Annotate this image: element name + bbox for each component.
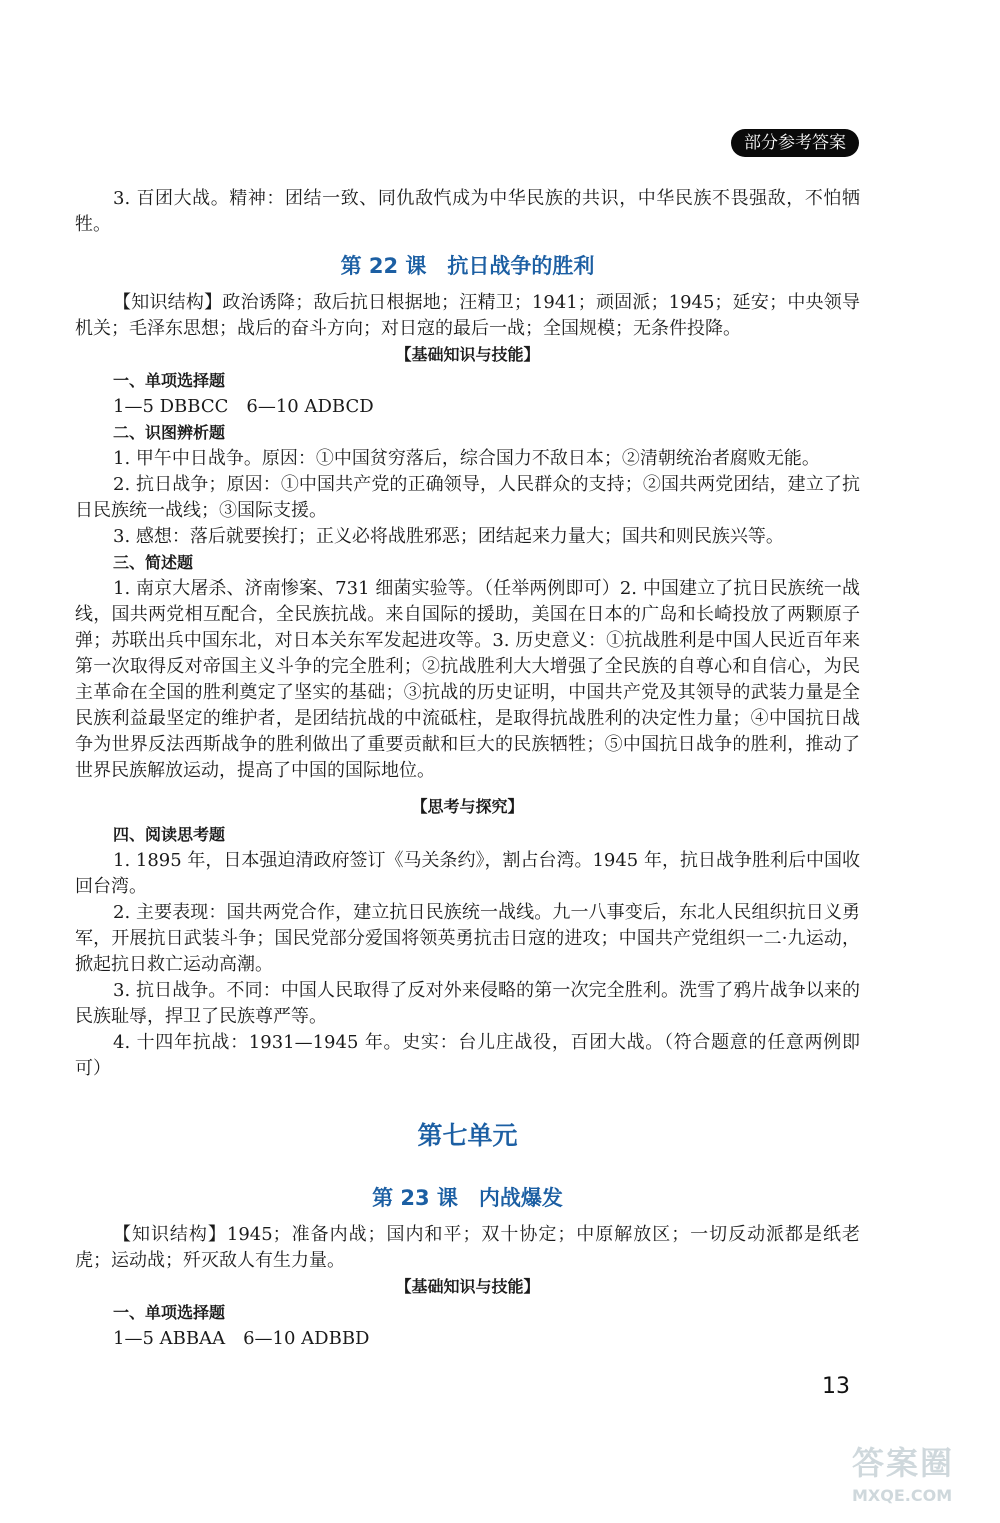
watermark-url: MXQE.COM <box>852 1486 953 1505</box>
lesson-22-q3-title: 三、简述题 <box>113 553 194 572</box>
lesson-22-structure: 【知识结构】政治诱降；敌后抗日根据地；汪精卫；1941；顽固派；1945；延安；中央领导机关；毛泽东思想；战后的奋斗方向；对日寇的最后一战；全国规模；无条件投降。 <box>75 292 860 339</box>
lesson-22-q2-answer-1: 1. 甲午中日战争。原因：①中国贫穷落后，综合国力不敌日本；②清朝统治者腐败无能。 <box>113 448 820 469</box>
lesson-22-q1-title: 一、单项选择题 <box>113 371 226 390</box>
answer-key-badge: 部分参考答案 <box>731 129 859 157</box>
lesson-22-q4-answer-4: 4. 十四年抗战：1931—1945 年。史实：台儿庄战役，百团大战。（符合题意的任意两例即可） <box>75 1032 860 1079</box>
intro-paragraph: 3. 百团大战。精神：团结一致、同仇敌忾成为中华民族的共识，中华民族不畏强敌，不怕牺牲。 <box>75 188 860 235</box>
lesson-22-q4-answer-2: 2. 主要表现：国共两党合作，建立抗日民族统一战线。九一八事变后，东北人民组织抗日义勇军，开展抗日武装斗争；国民党部分爱国将领英勇抗击日寇的进攻；中国共产党组织一二·九运动，掀起抗日救亡运动高潮。 <box>75 902 860 975</box>
lesson-22-title: 第 22 课 抗日战争的胜利 <box>340 254 595 278</box>
lesson-22-q4-answer-1: 1. 1895 年，日本强迫清政府签订《马关条约》，割占台湾。1945 年，抗日战争胜利后中国收回台湾。 <box>75 850 860 897</box>
lesson-23-basic-section: 【基础知识与技能】 <box>395 1277 540 1296</box>
lesson-22-q4-answer-3: 3. 抗日战争。不同：中国人民取得了反对外来侵略的第一次完全胜利。洗雪了鸦片战争以来的民族耻辱，捍卫了民族尊严等。 <box>75 980 860 1027</box>
lesson-22-q2-title: 二、识图辨析题 <box>113 423 226 442</box>
lesson-22-q3-answer: 1. 南京大屠杀、济南惨案、731 细菌实验等。（任举两例即可）2. 中国建立了抗日民族统一战线，国共两党相互配合，全民族抗战。来自国际的援助，美国在日本的广岛和长崎投放了两颗原子弹；苏联出兵中国东北，对日本关东军发起进攻等。3. 历史意义：①抗战胜利是中国人民近百年来第一次取得反对帝国主义斗争的完全胜利；②抗战胜利大大增强了全民族的自尊心和自信心，为民主革命在全国的胜利奠定了坚实的基础；③抗战的历史证明，中国共产党及其领导的武装力量是全民族利益最坚定的维护者，是团结抗战的中流砥柱，是取得抗战胜利的决定性力量；④中国抗日战争为世界反法西斯战争的胜利做出了重要贡献和巨大的民族牺牲；⑤中国抗日战争的胜利，推动了世界民族解放运动，提高了中国的国际地位。 <box>75 578 860 781</box>
lesson-23-q1-answer: 1—5 ABBAA 6—10 ADBBD <box>113 1328 370 1349</box>
lesson-22-q2-answer-2: 2. 抗日战争；原因：①中国共产党的正确领导，人民群众的支持；②国共两党团结，建立了抗日民族统一战线；③国际支援。 <box>75 474 860 521</box>
lesson-23-q1-title: 一、单项选择题 <box>113 1303 226 1322</box>
lesson-22-q2-answer-3: 3. 感想：落后就要挨打；正义必将战胜邪恶；团结起来力量大；国共和则民族兴等。 <box>113 526 784 547</box>
lesson-22-q1-answer: 1—5 DBBCC 6—10 ADBCD <box>113 396 374 417</box>
watermark-logo-text: 答案圈 <box>852 1444 955 1482</box>
page-content <box>75 186 860 1352</box>
page-number: 13 <box>822 1374 850 1399</box>
site-watermark <box>852 1438 992 1518</box>
lesson-22-basic-section: 【基础知识与技能】 <box>395 345 540 364</box>
lesson-23-structure: 【知识结构】1945；准备内战；国内和平；双十协定；中原解放区；一切反动派都是纸老虎；运动战；歼灭敌人有生力量。 <box>75 1224 860 1271</box>
lesson-23-title: 第 23 课 内战爆发 <box>372 1186 563 1210</box>
unit-7-title: 第七单元 <box>417 1121 518 1150</box>
lesson-22-think-section: 【思考与探究】 <box>411 797 524 816</box>
lesson-22-q4-title: 四、阅读思考题 <box>113 825 226 844</box>
